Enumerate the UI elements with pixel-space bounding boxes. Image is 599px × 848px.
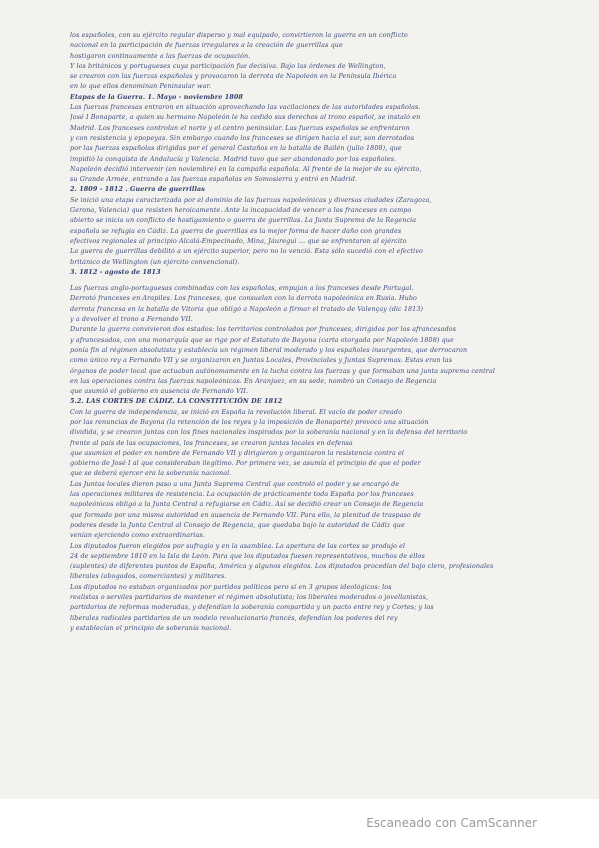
text-line: impidió la conquista de Andalucía y Valencia. Madrid tuvo que ser abandonado por los españoles. [70,154,397,163]
paragraph [70,582,550,633]
paragraph [70,30,550,61]
text-line: realistas o serviles partidarios de mantener el régimen absolutista; los liberales moderados o jovellanistas, [70,593,428,602]
text-line: por las fuerzas españolas dirigidas por el general Castaños en la batalla de Bailén (julio 1808), que [70,144,402,153]
text-line: Con la guerra de independencia, se inició en España la revolución liberal. El vacío de poder creado [70,407,403,416]
paragraph [70,195,550,267]
text-line: dividida, y se crearon juntas con los fines nacionales inspirados por la soberanía nacional y en la defensa del territorio [70,428,468,437]
handwritten-text-block [70,30,550,633]
text-line: ponía fin al régimen absolutista y establecía un régimen liberal moderado y los españoles insurgentes, que derrocaron [70,345,468,354]
text-line: Gerona, Valencia) que resisten heroicamente. Ante la incapacidad de vencer a los franceses en campo [70,206,412,215]
paragraph [70,283,550,324]
paragraph [70,102,550,184]
text-line: Los diputados no estaban organizados por partidos políticos pero sí en 3 grupos ideológicos: los [70,582,392,591]
text-line: Las fuerzas francesas entraron en situación aprovechando las vacilaciones de las autoridades españolas. [70,103,421,112]
section-heading [70,92,550,102]
text-line: liberales (abogados, comerciantes) y militares. [70,572,227,581]
text-line: Los diputados fueron elegidos por sufragio y en la asamblea. La apertura de las cortes se produjo el [70,541,406,550]
text-line: que asumió el gobierno en ausencia de Fernando VII. [70,387,249,396]
text-line: que formada por una misma autoridad en ausencia de Fernando VII. Para ello, la plenitud de traspaso de [70,510,422,519]
text-line: venían ejerciendo como extraordinarias. [70,531,205,540]
text-line: (suplentes) de diferentes puntos de España, América y algunos elegidos. Los diputados procedían del bajo clero, profesionales [70,562,494,571]
text-line: gobierno de José I al que consideraban ilegítimo. Por primera vez, se asumía el principio de que el poder [70,459,421,468]
text-line: Madrid. Los franceses controlan el norte y el centro peninsular. Las fuerzas españolas se enfrentaron [70,123,410,132]
text-line: Durante la guerra convivieron dos estados: los territorios controlados por franceses, dirigidos por los afrancesados [70,325,457,334]
text-line: española se refugia en Cádiz. La guerra de guerrillas es la mejor forma de hacer daño con grandes [70,226,402,235]
text-line: Las Juntas locales dieron paso a una Junta Suprema Central que controló el poder y se encargó de [70,479,400,488]
section-heading [70,184,550,194]
text-line: Las fuerzas anglo-portuguesas combinadas con las españolas, empujan a los franceses desde Portugal. [70,284,414,293]
paragraph [70,324,550,396]
paragraph [70,479,550,541]
text-line: Se inició una etapa caracterizada por el dominio de las fuerzas napoleónicas y diversas ciudades (Zaragoza, [70,195,432,204]
section-heading [70,396,550,406]
text-line: y con resistencia y epopeyas. Sin embargo cuando los franceses se dirigen hacia el sur, son derrotados [70,133,415,142]
text-line: napoleónicos obligó a la Junta Central a refugiarse en Cádiz. Así se decidió crear un Consejo de Regencia [70,500,424,509]
text-line: en las operaciones contra las fuerzas napoleónicas. En Aranjuez, en su sede, nombró un Consejo de Regencia [70,376,437,385]
text-line: partidarios de reformas moderadas, y defendían la soberanía compartida y un pacto entre rey y Cortes; y los [70,603,434,612]
text-line: como único rey a Fernando VII y se organizaron en Juntas Locales, Provinciales y Juntas Supremas. Estas eran las [70,356,453,365]
camscanner-watermark: Escaneado con CamScanner [366,816,537,830]
text-line: Derrotó franceses en Arapiles. Los franceses, que consuelan con la derrota napoleónica en Rusia. Hubo [70,294,417,303]
text-line: 24 de septiembre 1810 en la Isla de León. Para que los diputados fuesen representativos, muchos de ellos [70,551,425,560]
text-line: efectivos regionales al principio Alcalá-Empecinado, Mina, Jáuregui ... que se enfrentaron al ejército [70,236,407,245]
text-line: los españoles, con su ejército regular disperso y mal equipado, convirtieron la guerra en un conflicto [70,31,408,39]
text-line: José I Bonaparte, a quien su hermano Napoleón le ha cedido sus derechos al trono español, se instaló en [70,113,421,122]
text-line: nacional en la participación de fuerzas irregulares a la creación de guerrillas que [70,41,343,50]
text-line: derrota francesa en la batalla de Vitoria que obligó a Napoleón a firmar el tratado de Valençay (dic 1813) [70,304,424,313]
text-line: Etapas de la Guerra. 1. Mayo - noviembre 1808 [70,92,243,101]
text-line: 3. 1812 - agosto de 1813 [70,267,161,276]
text-line: y a devolver el trono a Fernando VII. [70,315,193,324]
text-line: hostigaron continuamente a las fuerzas de ocupación. [70,51,251,60]
text-line: las operaciones militares de resistencia. La ocupación de prácticamente toda España por los franceses [70,490,414,499]
text-line: se crearon con las fuerzas españolas y provocaron la derrota de Napoleón en la Península Ibérica [70,72,397,81]
text-line: que asumían el poder en nombre de Fernando VII y dirigieron y organizaron la resistencia contra el [70,448,405,457]
paragraph [70,541,550,582]
text-line: en lo que ellos denominan Peninsular war. [70,82,212,91]
text-line: que se deberá ejercer era la soberanía nacional. [70,469,232,478]
text-line: frente al país de las ocupaciones, los franceses, se crearon juntas locales en defensa [70,438,353,447]
text-line: La guerra de guerrillas debilitó a un ejército superior, pero no lo venció. Esta sólo sucedió con el efectivo [70,247,423,256]
text-line: británico de Wellington (un ejército convencional). [70,257,240,266]
text-line: por las renuncias de Bayona (la retención de los reyes y la imposición de Bonaparte) provocó una situación [70,417,429,426]
section-heading [70,267,550,277]
text-line: 5.2. LAS CORTES DE CÁDIZ. LA CONSTITUCIÓN DE 1812 [70,397,283,406]
text-line: y afrancesados, con una monarquía que se rige por el Estatuto de Bayona (carta otorgada por Napoleón 1808) que [70,335,454,344]
text-line: y establecían el principio de soberanía nacional. [70,623,232,632]
text-line: Y los británicos y portugueses cuya participación fue decisiva. Bajo las órdenes de Wellington, [70,61,386,70]
paragraph [70,407,550,479]
text-line: órganos de poder local que actuaban autónomamente en la lucha contra las fuerzas y que formaban una junta suprema central [70,366,496,375]
text-line: Napoleón decidió intervenir (en noviembre) en la campaña española. Al frente de la mejor de su ejército, [70,164,422,173]
text-line: abierto se inicia un conflicto de hostigamiento o guerra de guerrillas. La Junta Suprema de la Regencia [70,216,417,225]
text-line: poderes desde la Junta Central al Consejo de Regencia, que quedaba bajo la autoridad de Cádiz que [70,520,405,529]
text-line: liberales radicales partidarios de un modelo revolucionario francés, defendían los poderes del rey [70,613,398,622]
text-line: 2. 1809 - 1812 . Guerra de guerrillas [70,185,205,194]
paragraph [70,61,550,92]
text-line: su Grande Armée, entrando a las fuerzas españolas en Somosierra y entró en Madrid. [70,175,358,184]
